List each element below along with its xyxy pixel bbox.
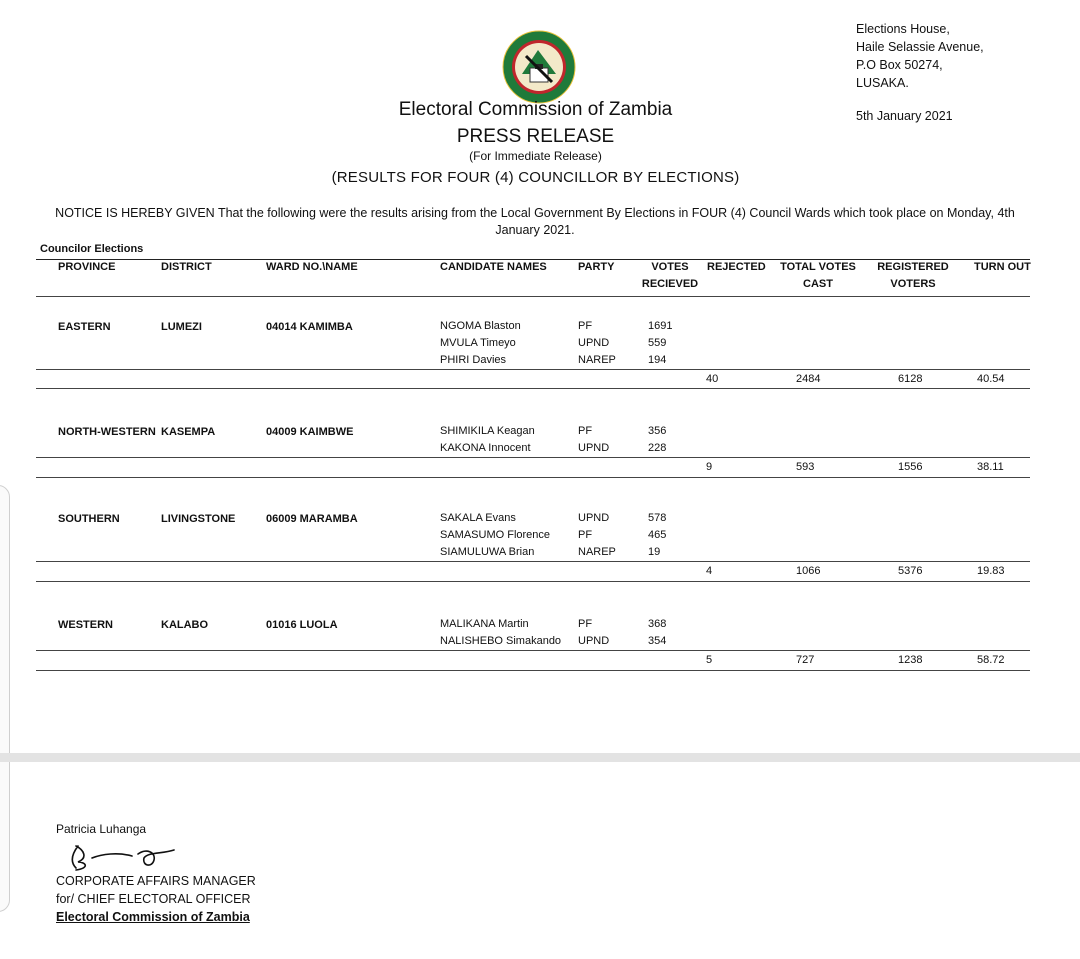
page-fold-band xyxy=(0,753,1080,762)
candidate-party: UPND xyxy=(578,635,610,647)
ward-rule xyxy=(36,561,1030,562)
ward-province: EASTERN xyxy=(58,321,111,333)
col-header-registered xyxy=(870,259,956,293)
candidate-name: MALIKANA Martin xyxy=(440,618,529,630)
ward-registered: 5376 xyxy=(898,565,923,577)
candidate-party: UPND xyxy=(578,512,610,524)
col-header-total xyxy=(776,259,860,293)
ward-rule xyxy=(36,581,1030,582)
signatory-name: Patricia Luhanga xyxy=(56,822,147,836)
candidate-name: PHIRI Davies xyxy=(440,354,507,366)
page-title: PRESS RELEASE xyxy=(456,126,615,147)
candidate-votes: 465 xyxy=(648,529,667,541)
ward-name: 04014 KAMIMBA xyxy=(266,321,353,333)
candidate-party: NAREP xyxy=(578,354,616,366)
candidate-votes: 368 xyxy=(648,618,667,630)
ward-rule xyxy=(36,457,1030,458)
ward-rule xyxy=(36,477,1030,478)
candidate-name: NGOMA Blaston xyxy=(440,320,521,332)
ward-province: NORTH-WESTERN xyxy=(58,426,156,438)
candidate-name: SHIMIKILA Keagan xyxy=(440,425,535,437)
candidate-party: PF xyxy=(578,529,593,541)
signatory-for-line: for/ CHIEF ELECTORAL OFFICER xyxy=(56,892,251,906)
ward-total: 2484 xyxy=(796,373,821,385)
address-line: P.O Box 50274, xyxy=(856,58,943,72)
page-subtitle: (RESULTS FOR FOUR (4) COUNCILLOR BY ELECTIONS) xyxy=(331,169,740,186)
release-date: 5th January 2021 xyxy=(856,109,953,123)
ward-rejected: 9 xyxy=(706,461,713,473)
ward-turnout: 38.11 xyxy=(977,461,1004,473)
col-header-district: DISTRICT xyxy=(161,261,212,273)
ward-rule xyxy=(36,650,1030,651)
col-header-turnout: TURN OUT xyxy=(974,261,1031,273)
signatory-title: CORPORATE AFFAIRS MANAGER xyxy=(56,874,256,888)
org-name: Electoral Commission of Zambia xyxy=(398,99,673,120)
ward-turnout: 40.54 xyxy=(977,373,1005,385)
col-header-candidates: CANDIDATE NAMES xyxy=(440,261,547,273)
ward-name: 06009 MARAMBA xyxy=(266,513,358,525)
ward-name: 01016 LUOLA xyxy=(266,619,338,631)
col-header-ward: WARD NO.\NAME xyxy=(266,261,358,273)
table-bottom-rule xyxy=(36,670,1030,671)
ward-province: WESTERN xyxy=(58,619,113,631)
candidate-name: MVULA Timeyo xyxy=(440,337,516,349)
signatory-org: Electoral Commission of Zambia xyxy=(56,910,250,924)
ward-district: LIVINGSTONE xyxy=(161,513,236,525)
ecz-logo xyxy=(502,30,576,104)
candidate-name: NALISHEBO Simakando xyxy=(440,635,562,647)
candidate-votes: 228 xyxy=(648,442,667,454)
ward-registered: 1238 xyxy=(898,654,923,666)
section-title: Councilor Elections xyxy=(40,243,144,255)
ward-rejected: 5 xyxy=(706,654,713,666)
ward-turnout: 19.83 xyxy=(977,565,1005,577)
page-edge-tab xyxy=(0,485,10,912)
ward-rule xyxy=(36,369,1030,370)
candidate-party: UPND xyxy=(578,442,610,454)
candidate-name: SAKALA Evans xyxy=(440,512,516,524)
candidate-party: PF xyxy=(578,320,593,332)
col-header-votes xyxy=(632,259,708,293)
address-line: Elections House, xyxy=(856,22,950,36)
col-header-total-line1: TOTAL VOTES xyxy=(780,261,856,273)
candidate-party: PF xyxy=(578,425,593,437)
ward-province: SOUTHERN xyxy=(58,513,120,525)
ward-registered: 1556 xyxy=(898,461,923,473)
col-header-province: PROVINCE xyxy=(58,261,116,273)
col-header-total-line2: CAST xyxy=(803,278,833,290)
col-header-votes-line1: VOTES xyxy=(651,261,689,273)
ward-rule xyxy=(36,388,1030,389)
ward-total: 593 xyxy=(796,461,815,473)
candidate-party: PF xyxy=(578,618,593,630)
ward-total: 727 xyxy=(796,654,815,666)
ward-rejected: 40 xyxy=(706,373,719,385)
candidate-name: SAMASUMO Florence xyxy=(440,529,551,541)
ward-district: KALABO xyxy=(161,619,209,631)
col-header-registered-line1: REGISTERED xyxy=(877,261,949,273)
candidate-name: SIAMULUWA Brian xyxy=(440,546,535,558)
ward-total: 1066 xyxy=(796,565,821,577)
address-block xyxy=(856,20,984,92)
col-header-votes-line2: RECIEVED xyxy=(641,278,699,290)
candidate-votes: 354 xyxy=(648,635,667,647)
candidate-party: UPND xyxy=(578,337,610,349)
ward-turnout: 58.72 xyxy=(977,654,1005,666)
candidate-votes: 578 xyxy=(648,512,667,524)
notice-text: NOTICE IS HEREBY GIVEN That the following were the results arising from the Local Government By Elections in FOUR (4) Council Wards which took place on Monday, 4th January 2021. xyxy=(55,206,1015,237)
candidate-votes: 356 xyxy=(648,425,667,437)
col-header-registered-line2: VOTERS xyxy=(890,278,936,290)
candidate-votes: 19 xyxy=(648,546,661,558)
candidate-party: NAREP xyxy=(578,546,616,558)
candidate-votes: 194 xyxy=(648,354,667,366)
candidate-votes: 559 xyxy=(648,337,667,349)
ward-registered: 6128 xyxy=(898,373,923,385)
ward-district: LUMEZI xyxy=(161,321,202,333)
candidate-name: KAKONA Innocent xyxy=(440,442,531,454)
ward-rejected: 4 xyxy=(706,565,713,577)
ward-district: KASEMPA xyxy=(161,426,216,438)
address-line: Haile Selassie Avenue, xyxy=(856,40,984,54)
handwritten-signature xyxy=(62,840,182,874)
candidate-votes: 1691 xyxy=(648,320,673,332)
col-header-party: PARTY xyxy=(578,261,615,273)
address-line: LUSAKA. xyxy=(856,76,909,90)
header-bottom-rule xyxy=(36,296,1030,297)
ward-name: 04009 KAIMBWE xyxy=(266,426,354,438)
col-header-rejected: REJECTED xyxy=(707,261,766,273)
release-note: (For Immediate Release) xyxy=(469,149,602,163)
